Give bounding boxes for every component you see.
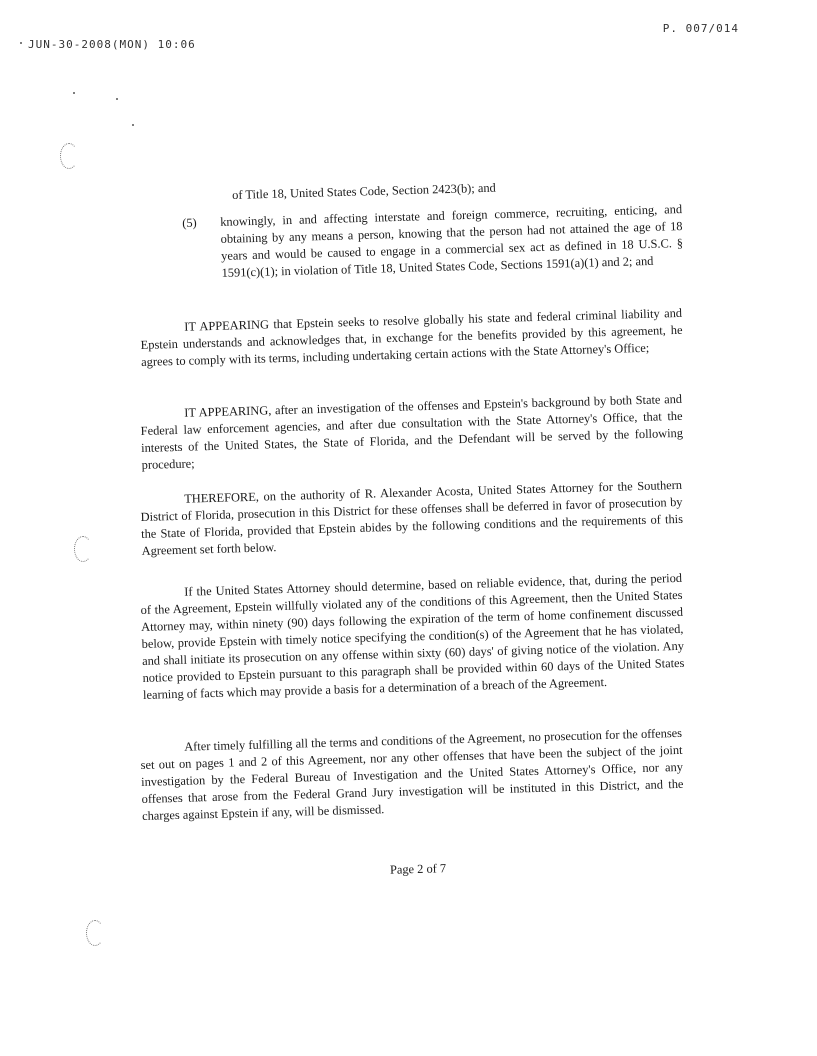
paragraph-text: IT APPEARING, after an investigation of the offenses and Epstein's background by both State and Federal law enforcement agencies, and after due consultation with the State Attorney's Office, that the interests of the United States, the State of Florida, and the Defendant will be served by the following procedure;: [140, 391, 684, 472]
fax-header-right: P. 007/014: [662, 22, 739, 35]
paragraph-violation: [140, 570, 685, 704]
scan-speck: [20, 42, 22, 44]
punch-hole-mark: [60, 143, 78, 169]
scan-speck: [132, 124, 134, 126]
page-number: Page 2 of 7: [390, 861, 447, 877]
paragraph-text: THEREFORE, on the authority of R. Alexander Acosta, United States Attorney for the Southern District of Florida, prosecution in this District for these offenses shall be deferred in favor of prosecution by the State of Florida, provided that Epstein abides by the following conditions and the requirements of this Agreement set forth below.: [140, 477, 684, 558]
punch-hole-mark: [74, 536, 92, 562]
paragraph-therefore: [140, 477, 684, 560]
paragraph-text: After timely fulfilling all the terms and conditions of the Agreement, no prosecution for the offenses set out on pages 1 and 2 of this Agreement, nor any other offenses that have been the subject of the joint investigation by the Federal Bureau of Investigation and the United States Attorney's Office, nor any offenses that arose from the Federal Grand Jury investigation will be instituted in this District, and the charges against Epstein if any, will be dismissed.: [140, 725, 684, 823]
fax-header-left: JUN-30-2008(MON) 10:06: [28, 38, 196, 51]
list-item-5: [182, 201, 684, 283]
scan-speck: [73, 92, 75, 94]
paragraph-text: If the United States Attorney should determine, based on reliable evidence, that, during the period of the Agreement, Epstein willfully violated any of the conditions of this Agreement, then the United States Attorney may, within ninety (90) days following the expiration of the term of home confinement discussed below, provide Epstein with timely notice specifying the condition(s) of the Agreement that he has violated, and shall initiate its prosecution on any offense within sixty (60) days' of giving notice of the violation. Any notice provided to Epstein pursuant to this paragraph shall be provided within 60 days of the United States learning of facts which may provide a basis for a determination of a breach of the Agreement.: [140, 570, 685, 702]
scan-speck: [116, 98, 118, 100]
paragraph-fulfilling: [140, 725, 684, 825]
punch-hole-mark: [86, 920, 104, 946]
continuation-line: of Title 18, United States Code, Section 2423(b); and: [232, 180, 496, 202]
paragraph-appearing-1: [140, 305, 683, 371]
page-footer: [0, 862, 817, 877]
paragraph-appearing-2: [140, 391, 684, 474]
paragraph-text: IT APPEARING that Epstein seeks to resolve globally his state and federal criminal liability and Epstein understands and acknowledges that, in exchange for the benefits provided by this agreement, he agrees to comply with its terms, including undertaking certain actions with the State Attorney's Office;: [140, 305, 683, 369]
list-item-number: (5): [182, 215, 197, 230]
list-item-text: knowingly, in and affecting interstate and foreign commerce, recruiting, enticing, and obtaining by any means a person, knowing that the person had not attained the age of 18 years and would be caused to engage in a commercial sex act as defined in 18 U.S.C. § 1591(c)(1); in violation of Title 18, United States Code, Sections 1591(a)(1) and 2; and: [220, 202, 684, 280]
